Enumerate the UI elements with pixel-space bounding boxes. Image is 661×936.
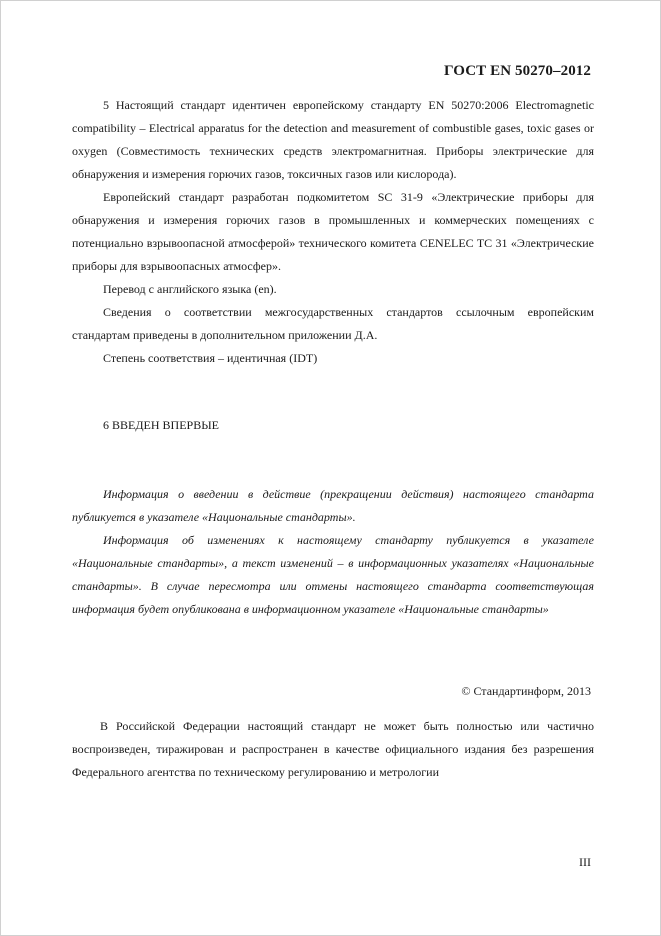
section-5-block — [72, 94, 594, 370]
introduced-first-time: 6 ВВЕДЕН ВПЕРВЫЕ — [103, 418, 219, 432]
conformity-degree-paragraph: Степень соответствия – идентичная (IDT) — [103, 351, 318, 365]
info-introduction-paragraph: Информация о введении в действие (прекращении действия) настоящего стандарта публикуется в указателе «Национальные стандарты». — [72, 487, 594, 524]
identity-statement-paragraph: 5 Настоящий стандарт идентичен европейскому стандарту EN 50270:2006 Electromagnetic compatibility – Electrical apparatus for the detection and measurement of combustible gases, toxic gases or oxygen (Совместимость технических средств электромагнитная. Приборы электрические для обнаружения и измерения горючих газов, токсичных газов или кислорода). — [72, 98, 594, 181]
legal-notice-paragraph: В Российской Федерации настоящий стандарт не может быть полностью или частично воспроизведен, тиражирован и распространен в качестве официального издания без разрешения Федерального агентства по техническому регулированию и метрологии — [72, 719, 594, 779]
info-changes-paragraph: Информация об изменениях к настоящему стандарту публикуется в указателе «Национальные стандарты», а текст изменений – в информационных указателях «Национальные стандарты». В случае пересмотра или отмены настоящего стандарта соответствующая информация будет опубликована в информационном указателе «Национальные стандарты» — [72, 533, 594, 616]
standard-code-header: ГОСТ EN 50270–2012 — [444, 63, 591, 79]
references-paragraph: Сведения о соответствии межгосударственных стандартов ссылочным европейским стандартам приведены в дополнительном приложении Д.А. — [72, 305, 594, 342]
legal-notice-block — [72, 715, 594, 784]
copyright-notice: © Стандартинформ, 2013 — [461, 684, 591, 698]
page-number: III — [579, 855, 591, 869]
information-block — [72, 483, 594, 621]
translation-paragraph: Перевод с английского языка (en). — [103, 282, 277, 296]
developer-paragraph: Европейский стандарт разработан подкомитетом SC 31-9 «Электрические приборы для обнаружения и измерения горючих газов в промышленных и коммерческих помещениях с потенциально взрывоопасной атмосферой» технического комитета CENELEC TC 31 «Электрические приборы для взрывоопасных атмосфер». — [72, 190, 594, 273]
